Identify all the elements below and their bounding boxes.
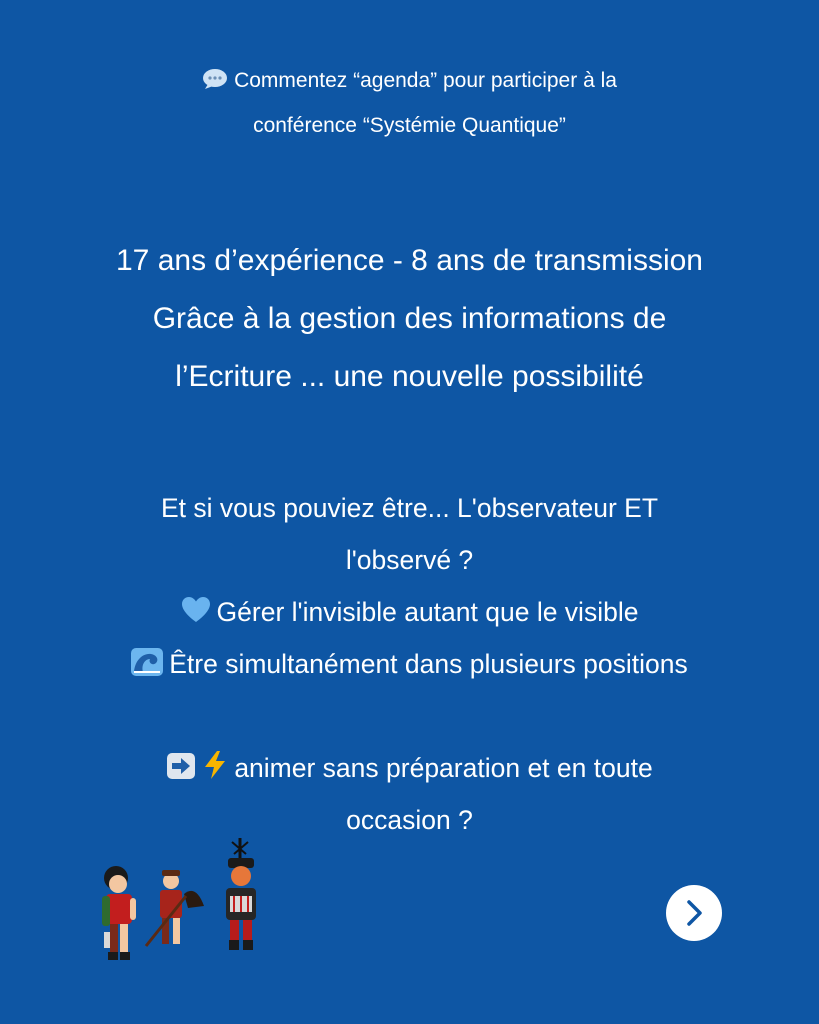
cta-block: [0, 58, 819, 148]
toy-figures-illustration: [96, 836, 276, 976]
final-line-2: occasion ?: [346, 805, 473, 835]
bullet-2-text: Être simultanément dans plusieurs positions: [169, 649, 688, 679]
cta-text-1: Commentez “agenda” pour participer à la: [234, 69, 617, 92]
spacer: [0, 690, 819, 742]
toy-figure-right: [226, 838, 256, 950]
final-text-1: animer sans préparation et en toute: [234, 753, 653, 783]
headline-block: [0, 232, 819, 406]
lightning-icon: [202, 750, 228, 780]
speech-bubble-icon: [202, 68, 228, 90]
cta-line-1: [0, 58, 819, 103]
headline-line-2: Grâce à la gestion des informations de: [152, 302, 667, 335]
wave-icon: [131, 648, 163, 676]
right-arrow-icon: [166, 752, 196, 780]
final-line-1: [0, 742, 819, 794]
bullet-1: [0, 586, 819, 638]
next-button[interactable]: [666, 885, 722, 941]
body-block: [0, 482, 819, 846]
question-line-1: Et si vous pouviez être... L'observateur ET: [160, 493, 659, 523]
question-line-2: l'observé ?: [345, 545, 474, 575]
toy-figure-middle: [146, 870, 204, 946]
toy-figure-left: [102, 866, 136, 960]
bullet-2: [0, 638, 819, 690]
bullet-1-text: Gérer l'invisible autant que le visible: [216, 597, 639, 627]
headline-line-1: 17 ans d’expérience - 8 ans de transmission: [116, 244, 703, 277]
blue-heart-icon: [181, 596, 211, 624]
cta-line-2: conférence “Systémie Quantique”: [253, 114, 566, 137]
headline-line-3: l’Ecriture ... une nouvelle possibilité: [175, 360, 644, 393]
chevron-right-icon: [683, 899, 705, 927]
